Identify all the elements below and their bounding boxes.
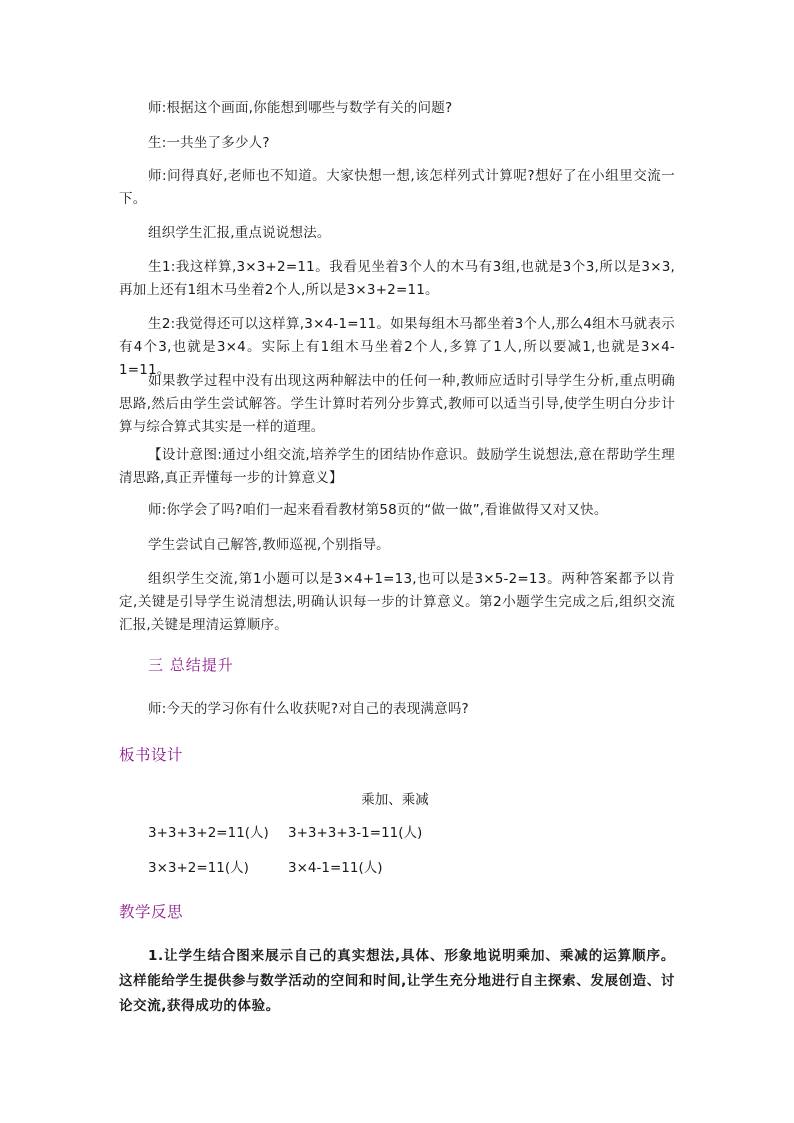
paragraph-student2-method: 生2:我觉得还可以这样算,3×4-1=11。如果每组木马都坐着3个人,那么4组木马就表示有4个3,也就是3×4。实际上有1组木马坐着2个人,多算了1人,所以要减1,也就是3×4-1=11。 (119, 316, 675, 378)
paragraph-teacher-review: 师:今天的学习你有什么收获呢?对自己的表现满意吗? (148, 701, 469, 717)
board-formula-multiply-add: 3×3+2=11(人) (148, 860, 249, 876)
paragraph-student1-method: 生1:我这样算,3×3+2=11。我看见坐着3个人的木马有3组,也就是3个3,所以是3×3,再加上还有1组木马坐着2个人,所以是3×3+2=11。 (119, 259, 675, 298)
heading-teaching-reflection: 教学反思 (119, 903, 184, 921)
paragraph-exchange-answers: 组织学生交流,第1小题可以是3×4+1=13,也可以是3×5-2=13。两种答案都予以肯定,关键是引导学生说清想法,明确认识每一步的计算意义。第2小题学生完成之后,组织交流汇报,关键是理清运算顺序。 (119, 571, 675, 633)
paragraph-teacher-question: 师:根据这个画面,你能想到哪些与数学有关的问题? (148, 100, 453, 116)
heading-board-design: 板书设计 (119, 746, 184, 764)
paragraph-textbook-exercise: 师:你学会了吗?咱们一起来看看教材第58页的“做一做”,看谁做得又对又快。 (148, 502, 608, 518)
paragraph-design-intent: 【设计意图:通过小组交流,培养学生的团结协作意识。鼓励学生说想法,意在帮助学生理清思路,真正弄懂每一步的计算意义】 (119, 447, 675, 486)
paragraph-student-try: 学生尝试自己解答,教师巡视,个别指导。 (148, 537, 390, 553)
paragraph-student-answer: 生:一共坐了多少人? (148, 135, 270, 151)
paragraph-teacher-prompt: 师:问得真好,老师也不知道。大家快想一想,该怎样列式计算呢?想好了在小组里交流一下。 (119, 168, 675, 207)
paragraph-teaching-guidance: 如果教学过程中没有出现这两种解法中的任何一种,教师应适时引导学生分析,重点明确思路,然后由学生尝试解答。学生计算时若列分步算式,教师可以适当引导,使学生明白分步计算与综合算式其实是一样的道理。 (119, 373, 675, 435)
board-formula-addition: 3+3+3+2=11(人) (148, 825, 269, 841)
board-formula-multiply-subtract: 3×4-1=11(人) (288, 860, 383, 876)
board-formula-addition-minus: 3+3+3+3-1=11(人) (288, 825, 423, 841)
section-title-summary: 三 总结提升 (148, 656, 234, 674)
board-title (0, 789, 794, 811)
paragraph-organize-report: 组织学生汇报,重点说说想法。 (148, 225, 331, 241)
board-title-text: 乘加、乘减 (361, 792, 429, 808)
paragraph-reflection-point1: 1.让学生结合图来展示自己的真实想法,具体、形象地说明乘加、乘减的运算顺序。这样能给学生提供参与数学活动的空间和时间,让学生充分地进行自主探索、发展创造、讨论交流,获得成功的体验。 (119, 948, 675, 1014)
